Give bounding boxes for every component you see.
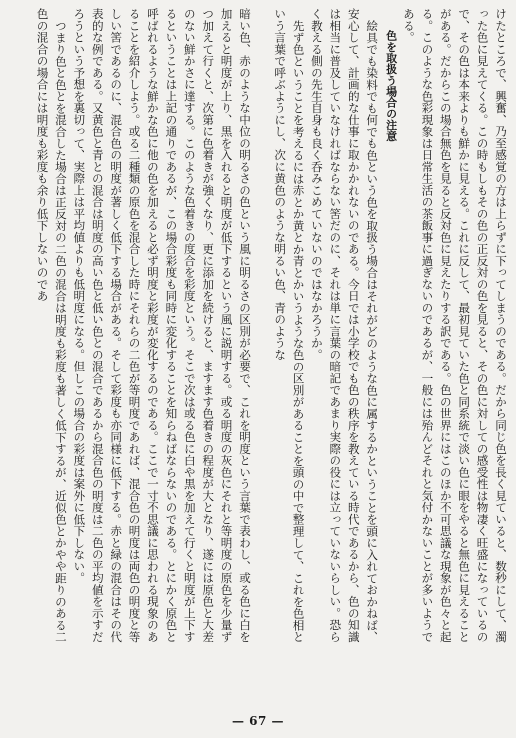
paragraph: つまり色と色とを混合した場合は正反対の二色の混合は明度も彩度も著しく低下するが、近似色とかやや距りのある二色の混合の場合には明度も彩度も余り低下しないのであ: [35, 8, 68, 643]
paragraph: けたところで、興奮、乃至感覚の方は上らずに下ってしまうのである。だから同じ色を長く見ていると、数秒にして、濁った色に見えてくる。この時もしもその色の正反対の色を見ると、その色に対しての感受性は物凄く旺盛になっているので、その色は本来よりも鮮かに見える。これに反して、最初見ていた色と同系統で淡い色に眼をやると無色に見えることがある。だからこの場合無色を見ると反対色に見えたりする訳である。色の世界にはこのほか不可思議な現象が色々と起る。このような色彩現象は日常生活の茶飯事に過ぎないのであるが、一般には殆んどそれと気付かないことが多いようである。: [401, 8, 508, 643]
text-column-right: [272, 8, 510, 654]
section-heading: 色を取扱う場合の注意: [384, 30, 398, 142]
paragraph: 先ず色ということを考えるには赤とか黄とか青とかいうような色の区別があることを頭の中で整理して、これを色相という言葉で呼ぶようにし、次に黄色のような明るい色、青のような: [273, 8, 306, 643]
page-number: — 67 —: [231, 714, 285, 728]
text-column-left: [8, 8, 254, 654]
paragraph: 暗い色、赤のような中位の明るさの色という風に明るさの区別が必要で、これを明度という言葉で表わし、或る色に白を加えると明度が上り、黒を入れると明度が低下するという風に説明する。或る明度の灰色にそれと等明度の原色を少量ずつ加えて行くと、次第に色着きが強くなり、更に添加を続けると、ますます色着きの程度が大となり、遂には原色と大差のない鮮かさに達する。このような色着きの度合を彩度という。そこで次は或る色に白や黒を加えて行くと明度が上下するということは上記の通りであるが、この場合彩度も同時に変化することを知らねばならないのである。とにかく原色と呼ばれるような鮮かな色に他の色を加えると必ず明度と彩度が変化するのである。ここで一寸不思議に思われる現象のあることを紹介しよう。或る二種類の原色を混合した時にそれらの二色が等明度であれば、混合色の明度は両色の明度と等しい筈であるのに、混合色の明度が著しく低下する場合がある。そして彩度も亦同様に低下する。赤と緑の混合はその代表的な例である。又黄色と青との混合は明度の高い色と低い色との混合であるから混合色の明度は二色の平均値を示すだろうという予想を裏切って、実際上は平均値よりも低明度になる。但しこの場合の彩度は案外に低下しない。: [72, 8, 252, 643]
paragraph: 絵具でも染料でも何でも色という色を取扱う場合はそれがどのような色に属するかということを頭に入れておかねば、安心して、計画的な仕事に取かかれないのである。今日では小学校でも色の秩序を教えている時代であるから、色の知識は相当に普及していなければならない筈だのに、それは単に言葉の暗記であまり実際の役には立っていないらしい。恐らく教える側の先生自身も良く呑みこめていないのではなかろうか。: [309, 8, 380, 643]
